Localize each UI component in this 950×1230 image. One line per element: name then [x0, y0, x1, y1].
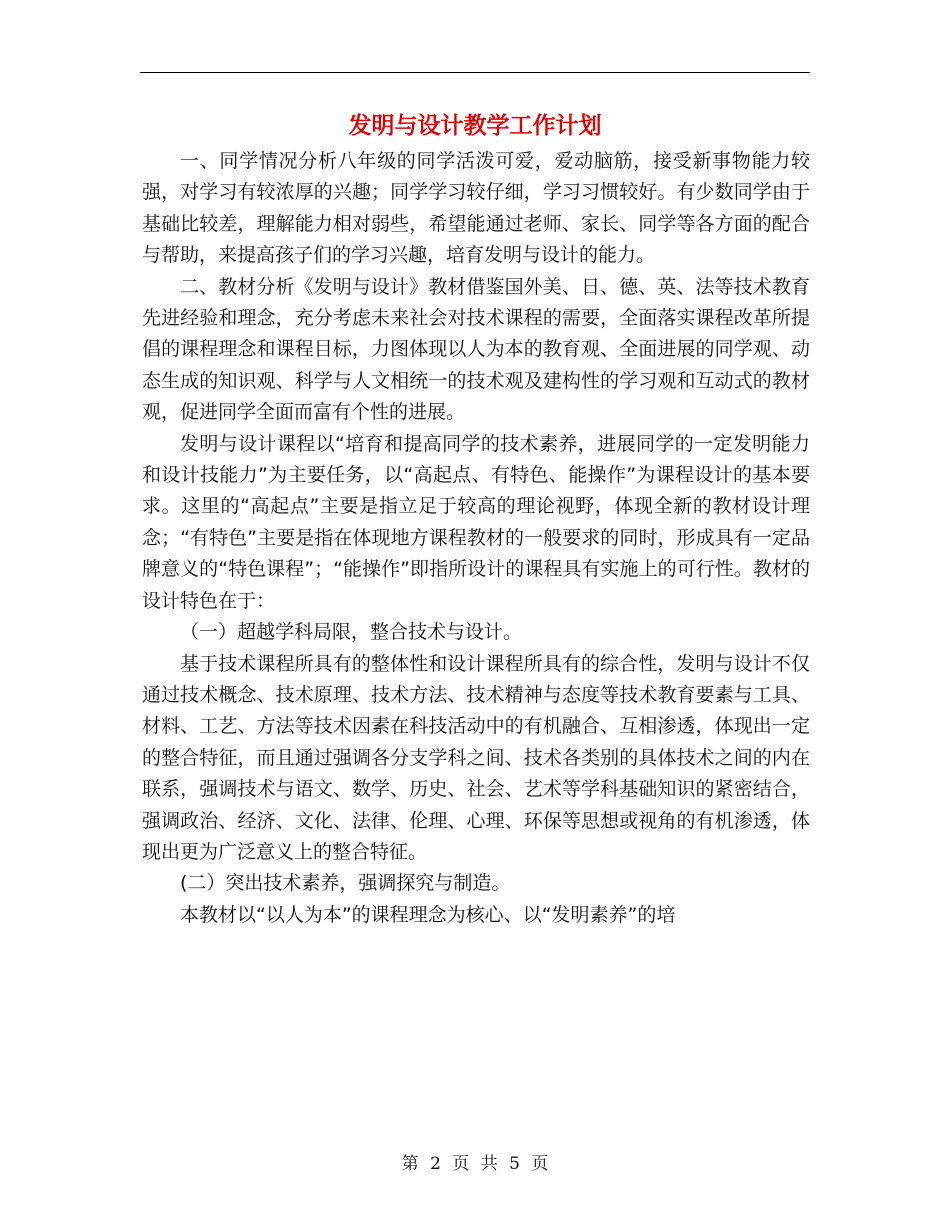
paragraph-student-analysis: 一、同学情况分析八年级的同学活泼可爱，爱动脑筋，接受新事物能力较强，对学习有较浓厚的兴趣；同学学习较仔细，学习习惯较好。有少数同学由于基础比较差，理解能力相对弱些，希望能通过老师、家长、同学等各方面的配合与帮助，来提高孩子们的学习兴趣，培育发明与设计的能力。: [142, 150, 810, 267]
page-number-footer: 第 2 页 共 5 页: [401, 1154, 549, 1174]
paragraph-course-goals: 发明与设计课程以“培育和提高同学的技术素养，进展同学的一定发明能力和设计技能力”为主要任务，以“高起点、有特色、能操作”为课程设计的基本要求。这里的“高起点”主要是指立足于较高的理论视野，体现全新的教材设计理念；“有特色”主要是指在体现地方课程教材的一般要求的同时，形成具有一定品牌意义的“特色课程”；“能操作”即指所设计的课程具有实施上的可行性。教材的设计特色在于：: [142, 432, 810, 612]
paragraph-people-oriented: 本教材以“以人为本”的课程理念为核心、以“发明素养”的培: [180, 903, 676, 926]
paragraph-textbook-analysis: 二、教材分析《发明与设计》教材借鉴国外美、日、德、英、法等技术教育先进经验和理念，充分考虑未来社会对技术课程的需要，全面落实课程改革所提倡的课程理念和课程目标，力图体现以人为本的教育观、全面进展的同学观、动态生成的知识观、科学与人文相统一的技术观及建构性的学习观和互动式的教材观，促进同学全面而富有个性的进展。: [142, 275, 810, 424]
header-rule: [140, 72, 810, 73]
paragraph-integration: 基于技术课程所具有的整体性和设计课程所具有的综合性，发明与设计不仅通过技术概念、技术原理、技术方法、技术精神与态度等技术教育要素与工具、材料、工艺、方法等技术因素在科技活动中的有机融合、互相渗透，体现出一定的整合特征，而且通过强调各分支学科之间、技术各类别的具体技术之间的内在联系，强调技术与语文、数学、历史、社会、艺术等学科基础知识的紧密结合，强调政治、经济、文化、法律、伦理、心理、环保等思想或视角的有机渗透，体现出更为广泛意义上的整合特征。: [142, 652, 810, 863]
document-body: [142, 146, 810, 931]
document-title: 发明与设计教学工作计划: [348, 112, 602, 139]
section-heading-2: (二）突出技术素养，强调探究与制造。: [180, 872, 511, 895]
section-heading-1: （一）超越学科局限，整合技术与设计。: [180, 621, 523, 644]
